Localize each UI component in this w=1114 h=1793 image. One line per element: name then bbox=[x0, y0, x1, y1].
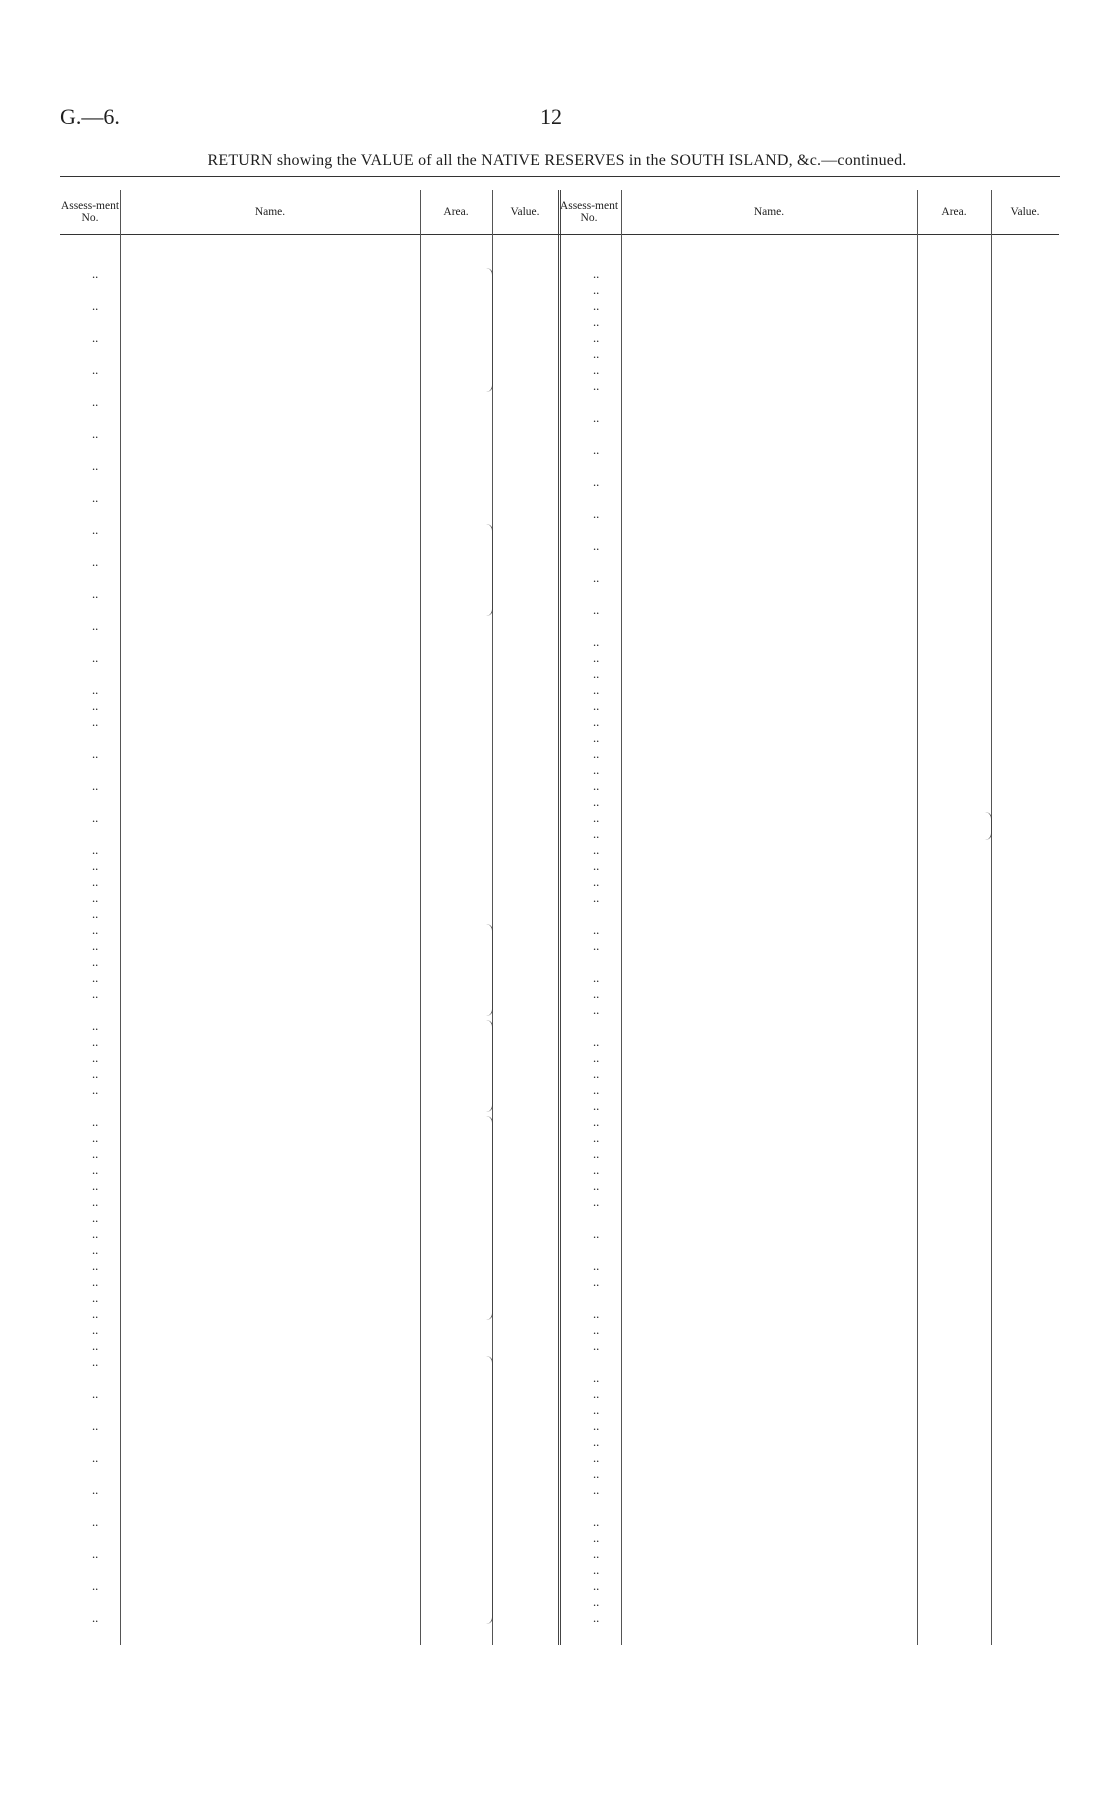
leader-dots: .. bbox=[593, 859, 600, 873]
leader-dots: .. bbox=[593, 891, 600, 905]
leader-dots: .. bbox=[92, 555, 99, 569]
area-column-header: Area. bbox=[917, 190, 991, 235]
leader-dots: .. bbox=[593, 1115, 600, 1129]
leader-dots: .. bbox=[92, 299, 99, 313]
leader-dots: .. bbox=[593, 731, 600, 745]
leader-dots: .. bbox=[593, 1467, 600, 1481]
page-number: 12 bbox=[540, 104, 562, 129]
leader-dots: .. bbox=[92, 1019, 99, 1033]
table-row bbox=[557, 682, 1059, 698]
table-row bbox=[557, 1386, 1059, 1402]
table-row bbox=[557, 442, 1059, 474]
table-row bbox=[557, 330, 1059, 346]
leader-dots: .. bbox=[593, 939, 600, 953]
table-row bbox=[557, 1610, 1059, 1626]
table-row bbox=[557, 1370, 1059, 1386]
leader-dots: .. bbox=[593, 843, 600, 857]
table-row bbox=[557, 1050, 1059, 1066]
table-row bbox=[60, 1450, 560, 1482]
leader-dots: .. bbox=[593, 1307, 600, 1321]
leader-dots: .. bbox=[593, 1387, 600, 1401]
leader-dots: .. bbox=[593, 971, 600, 985]
leader-dots: .. bbox=[593, 571, 600, 585]
table-row bbox=[60, 1610, 560, 1626]
leader-dots: .. bbox=[92, 427, 99, 441]
table-row bbox=[557, 1066, 1059, 1082]
leader-dots: .. bbox=[92, 1179, 99, 1193]
table-row bbox=[557, 714, 1059, 730]
leader-dots: .. bbox=[92, 955, 99, 969]
table-row bbox=[557, 698, 1059, 714]
table-row bbox=[557, 1562, 1059, 1578]
leader-dots: .. bbox=[92, 587, 99, 601]
table-row bbox=[60, 362, 560, 394]
leader-dots: .. bbox=[593, 1323, 600, 1337]
name-column-header: Name. bbox=[621, 190, 917, 235]
leader-dots: .. bbox=[92, 395, 99, 409]
table-row bbox=[60, 1322, 560, 1338]
table-row bbox=[557, 378, 1059, 410]
value-column-header: Value. bbox=[991, 190, 1059, 235]
table-row bbox=[60, 1050, 560, 1066]
table-row bbox=[60, 1290, 560, 1306]
leader-dots: .. bbox=[92, 779, 99, 793]
section-heading bbox=[557, 232, 1059, 248]
leader-dots: .. bbox=[593, 1067, 600, 1081]
table-row bbox=[557, 1418, 1059, 1434]
leader-dots: .. bbox=[593, 699, 600, 713]
leader-dots: .. bbox=[92, 1323, 99, 1337]
table-row bbox=[557, 858, 1059, 874]
table-row bbox=[60, 1242, 560, 1258]
leader-dots: .. bbox=[92, 491, 99, 505]
table-row bbox=[557, 1434, 1059, 1450]
table-row bbox=[60, 1418, 560, 1450]
leader-dots: .. bbox=[593, 923, 600, 937]
leader-dots: .. bbox=[593, 779, 600, 793]
assessment-column-header: Assess-ment No. bbox=[557, 190, 621, 235]
leader-dots: .. bbox=[92, 459, 99, 473]
leader-dots: .. bbox=[593, 1451, 600, 1465]
table-row bbox=[557, 874, 1059, 890]
leader-dots: .. bbox=[593, 1099, 600, 1113]
leader-dots: .. bbox=[593, 683, 600, 697]
table-row bbox=[60, 1482, 560, 1514]
table-row bbox=[557, 1594, 1059, 1610]
leader-dots: .. bbox=[593, 1403, 600, 1417]
table-row bbox=[557, 570, 1059, 602]
table-row bbox=[557, 282, 1059, 298]
leader-dots: .. bbox=[593, 539, 600, 553]
leader-dots: .. bbox=[92, 1067, 99, 1081]
leader-dots: .. bbox=[92, 1211, 99, 1225]
leader-dots: .. bbox=[593, 1339, 600, 1353]
table-row bbox=[557, 1466, 1059, 1482]
table-row bbox=[557, 634, 1059, 650]
leader-dots: .. bbox=[593, 363, 600, 377]
table-row bbox=[557, 762, 1059, 778]
table-row bbox=[557, 986, 1059, 1002]
leader-dots: .. bbox=[92, 747, 99, 761]
table-row bbox=[60, 1210, 560, 1226]
table-row bbox=[557, 1082, 1059, 1098]
table-row bbox=[60, 1338, 560, 1354]
table-row bbox=[557, 1338, 1059, 1370]
table-row bbox=[557, 314, 1059, 330]
table-row bbox=[557, 1178, 1059, 1194]
leader-dots: .. bbox=[593, 763, 600, 777]
value-group-brace bbox=[486, 924, 493, 1016]
table-row bbox=[557, 298, 1059, 314]
leader-dots: .. bbox=[593, 331, 600, 345]
leader-dots: .. bbox=[92, 1259, 99, 1273]
leader-dots: .. bbox=[593, 1611, 600, 1625]
table-row bbox=[60, 1066, 560, 1082]
table-row bbox=[60, 1274, 560, 1290]
table-row bbox=[60, 1018, 560, 1034]
leader-dots: .. bbox=[593, 1275, 600, 1289]
leader-dots: .. bbox=[593, 1515, 600, 1529]
table-row bbox=[60, 986, 560, 1018]
value-group-brace bbox=[486, 1020, 493, 1112]
table-row bbox=[557, 778, 1059, 794]
table-row bbox=[60, 458, 560, 490]
table-row bbox=[60, 1546, 560, 1578]
table-row bbox=[60, 938, 560, 954]
table-row bbox=[557, 922, 1059, 938]
table-row bbox=[557, 1258, 1059, 1274]
table-row bbox=[60, 1514, 560, 1546]
leader-dots: .. bbox=[92, 1339, 99, 1353]
leader-dots: .. bbox=[92, 971, 99, 985]
table-row bbox=[60, 394, 560, 426]
leader-dots: .. bbox=[92, 1307, 99, 1321]
leader-dots: .. bbox=[92, 1387, 99, 1401]
table-row bbox=[557, 602, 1059, 618]
leader-dots: .. bbox=[593, 507, 600, 521]
leader-dots: .. bbox=[92, 1355, 99, 1369]
table-row bbox=[60, 618, 560, 650]
leader-dots: .. bbox=[92, 651, 99, 665]
leader-dots: .. bbox=[92, 1243, 99, 1257]
right-table bbox=[557, 190, 1059, 1670]
leader-dots: .. bbox=[593, 635, 600, 649]
leader-dots: .. bbox=[92, 699, 99, 713]
leader-dots: .. bbox=[593, 411, 600, 425]
table-row bbox=[60, 746, 560, 778]
table-row bbox=[60, 426, 560, 458]
leader-dots: .. bbox=[92, 1035, 99, 1049]
table-row bbox=[557, 1194, 1059, 1226]
table-row bbox=[557, 1226, 1059, 1258]
leader-dots: .. bbox=[593, 1003, 600, 1017]
assessment-column-header: Assess-ment No. bbox=[60, 190, 120, 235]
leader-dots: .. bbox=[593, 1035, 600, 1049]
table-row bbox=[557, 1002, 1059, 1034]
table-row bbox=[557, 410, 1059, 442]
leader-dots: .. bbox=[92, 1227, 99, 1241]
leader-dots: .. bbox=[92, 907, 99, 921]
table-row bbox=[557, 1450, 1059, 1466]
table-row bbox=[60, 682, 560, 698]
table-row bbox=[557, 1322, 1059, 1338]
page-header bbox=[60, 104, 1060, 138]
leader-dots: .. bbox=[92, 1147, 99, 1161]
leader-dots: .. bbox=[92, 1547, 99, 1561]
leader-dots: .. bbox=[593, 651, 600, 665]
leader-dots: .. bbox=[92, 1419, 99, 1433]
leader-dots: .. bbox=[92, 1451, 99, 1465]
leader-dots: .. bbox=[92, 363, 99, 377]
value-group-brace bbox=[486, 1356, 493, 1624]
leader-dots: .. bbox=[92, 939, 99, 953]
table-row bbox=[60, 954, 560, 970]
leader-dots: .. bbox=[92, 1483, 99, 1497]
table-row bbox=[60, 906, 560, 922]
table-row bbox=[557, 650, 1059, 666]
table-row bbox=[60, 266, 560, 298]
table-row bbox=[60, 1034, 560, 1050]
leader-dots: .. bbox=[593, 443, 600, 457]
table-row bbox=[60, 1162, 560, 1178]
left-table bbox=[60, 190, 560, 1670]
table-row bbox=[60, 1194, 560, 1210]
leader-dots: .. bbox=[593, 1483, 600, 1497]
table-row bbox=[557, 266, 1059, 282]
value-group-brace bbox=[985, 812, 992, 840]
table-row bbox=[60, 330, 560, 362]
title-rule bbox=[60, 176, 1060, 177]
leader-dots: .. bbox=[593, 1179, 600, 1193]
table-row bbox=[557, 1578, 1059, 1594]
leader-dots: .. bbox=[593, 1435, 600, 1449]
table-row bbox=[60, 1306, 560, 1322]
leader-dots: .. bbox=[593, 1051, 600, 1065]
area-column-header: Area. bbox=[420, 190, 492, 235]
leader-dots: .. bbox=[593, 667, 600, 681]
table-row bbox=[557, 1274, 1059, 1306]
leader-dots: .. bbox=[92, 843, 99, 857]
table-row bbox=[60, 298, 560, 330]
table-row bbox=[60, 890, 560, 906]
table-row bbox=[557, 1530, 1059, 1546]
table-row bbox=[60, 522, 560, 554]
leader-dots: .. bbox=[593, 267, 600, 281]
leader-dots: .. bbox=[92, 1051, 99, 1065]
leader-dots: .. bbox=[593, 475, 600, 489]
leader-dots: .. bbox=[92, 1195, 99, 1209]
table-row bbox=[60, 1258, 560, 1274]
leader-dots: .. bbox=[92, 523, 99, 537]
table-row bbox=[60, 858, 560, 874]
table-row bbox=[557, 1402, 1059, 1418]
table-row bbox=[557, 794, 1059, 810]
table-row bbox=[60, 554, 560, 586]
table-row bbox=[60, 1178, 560, 1194]
leader-dots: .. bbox=[593, 347, 600, 361]
leader-dots: .. bbox=[92, 1579, 99, 1593]
table-row bbox=[557, 362, 1059, 378]
leader-dots: .. bbox=[92, 891, 99, 905]
value-group-brace bbox=[486, 268, 493, 392]
leader-dots: .. bbox=[593, 795, 600, 809]
section-heading bbox=[60, 232, 560, 248]
table-row bbox=[557, 970, 1059, 986]
leader-dots: .. bbox=[593, 715, 600, 729]
document-reference: G.—6. bbox=[60, 104, 120, 129]
leader-dots: .. bbox=[593, 1083, 600, 1097]
leader-dots: .. bbox=[593, 1371, 600, 1385]
leader-dots: .. bbox=[593, 603, 600, 617]
table-row bbox=[557, 746, 1059, 762]
table-row bbox=[557, 1306, 1059, 1322]
subsection-heading bbox=[557, 618, 1059, 634]
ward-heading-row bbox=[60, 248, 560, 264]
table-row bbox=[60, 1354, 560, 1386]
ward-heading-row bbox=[557, 248, 1059, 264]
table-row bbox=[60, 842, 560, 858]
table-row bbox=[60, 810, 560, 842]
table-row bbox=[60, 1578, 560, 1610]
leader-dots: .. bbox=[593, 987, 600, 1001]
table-row bbox=[557, 826, 1059, 842]
table-row bbox=[557, 810, 1059, 826]
leader-dots: .. bbox=[593, 1579, 600, 1593]
leader-dots: .. bbox=[92, 1291, 99, 1305]
leader-dots: .. bbox=[593, 1563, 600, 1577]
leader-dots: .. bbox=[92, 1515, 99, 1529]
leader-dots: .. bbox=[593, 1259, 600, 1273]
leader-dots: .. bbox=[92, 987, 99, 1001]
table-row bbox=[60, 698, 560, 714]
table-row bbox=[557, 842, 1059, 858]
table-row bbox=[60, 1130, 560, 1146]
name-column-header: Name. bbox=[120, 190, 420, 235]
table-row bbox=[557, 666, 1059, 682]
leader-dots: .. bbox=[92, 811, 99, 825]
table-row bbox=[60, 490, 560, 522]
table-row bbox=[557, 938, 1059, 970]
table-row bbox=[60, 874, 560, 890]
leader-dots: .. bbox=[92, 715, 99, 729]
leader-dots: .. bbox=[593, 1531, 600, 1545]
table-row bbox=[60, 1226, 560, 1242]
leader-dots: .. bbox=[92, 1115, 99, 1129]
document-title: RETURN showing the VALUE of all the NATIVE RESERVES in the SOUTH ISLAND, &c.—continued. bbox=[207, 152, 907, 169]
leader-dots: .. bbox=[593, 315, 600, 329]
leader-dots: .. bbox=[92, 267, 99, 281]
table-row bbox=[557, 1514, 1059, 1530]
leader-dots: .. bbox=[593, 747, 600, 761]
leader-dots: .. bbox=[593, 299, 600, 313]
leader-dots: .. bbox=[92, 683, 99, 697]
leader-dots: .. bbox=[92, 1611, 99, 1625]
table-row bbox=[60, 778, 560, 810]
leader-dots: .. bbox=[92, 1275, 99, 1289]
value-group-brace bbox=[486, 524, 493, 616]
leader-dots: .. bbox=[92, 1131, 99, 1145]
leader-dots: .. bbox=[92, 1083, 99, 1097]
table-row bbox=[557, 474, 1059, 506]
leader-dots: .. bbox=[593, 1147, 600, 1161]
leader-dots: .. bbox=[593, 1227, 600, 1241]
leader-dots: .. bbox=[593, 379, 600, 393]
table-row bbox=[557, 1482, 1059, 1514]
table-row bbox=[60, 1146, 560, 1162]
table-row bbox=[60, 922, 560, 938]
value-group-brace bbox=[486, 1116, 493, 1320]
table-row bbox=[557, 1114, 1059, 1130]
leader-dots: .. bbox=[593, 1595, 600, 1609]
table-row bbox=[60, 586, 560, 618]
value-column-header: Value. bbox=[492, 190, 558, 235]
leader-dots: .. bbox=[593, 283, 600, 297]
leader-dots: .. bbox=[92, 1163, 99, 1177]
leader-dots: .. bbox=[593, 1163, 600, 1177]
leader-dots: .. bbox=[593, 827, 600, 841]
leader-dots: .. bbox=[593, 1419, 600, 1433]
table-row bbox=[60, 1114, 560, 1130]
table-row bbox=[60, 1082, 560, 1114]
table-row bbox=[557, 890, 1059, 922]
table-row bbox=[557, 1130, 1059, 1146]
table-row bbox=[60, 1386, 560, 1418]
table-row bbox=[557, 346, 1059, 362]
table-row bbox=[60, 970, 560, 986]
leader-dots: .. bbox=[593, 1131, 600, 1145]
table-row bbox=[557, 730, 1059, 746]
leader-dots: .. bbox=[92, 859, 99, 873]
table-row bbox=[557, 1546, 1059, 1562]
table-row bbox=[557, 506, 1059, 538]
leader-dots: .. bbox=[92, 875, 99, 889]
leader-dots: .. bbox=[593, 1195, 600, 1209]
leader-dots: .. bbox=[92, 331, 99, 345]
leader-dots: .. bbox=[593, 1547, 600, 1561]
leader-dots: .. bbox=[593, 875, 600, 889]
leader-dots: .. bbox=[92, 619, 99, 633]
leader-dots: .. bbox=[92, 923, 99, 937]
table-row bbox=[557, 1146, 1059, 1162]
table-row bbox=[60, 650, 560, 682]
table-row bbox=[557, 1034, 1059, 1050]
leader-dots: .. bbox=[593, 811, 600, 825]
table-row bbox=[557, 1162, 1059, 1178]
table-row bbox=[557, 538, 1059, 570]
table-row bbox=[557, 1098, 1059, 1114]
table-row bbox=[60, 714, 560, 746]
